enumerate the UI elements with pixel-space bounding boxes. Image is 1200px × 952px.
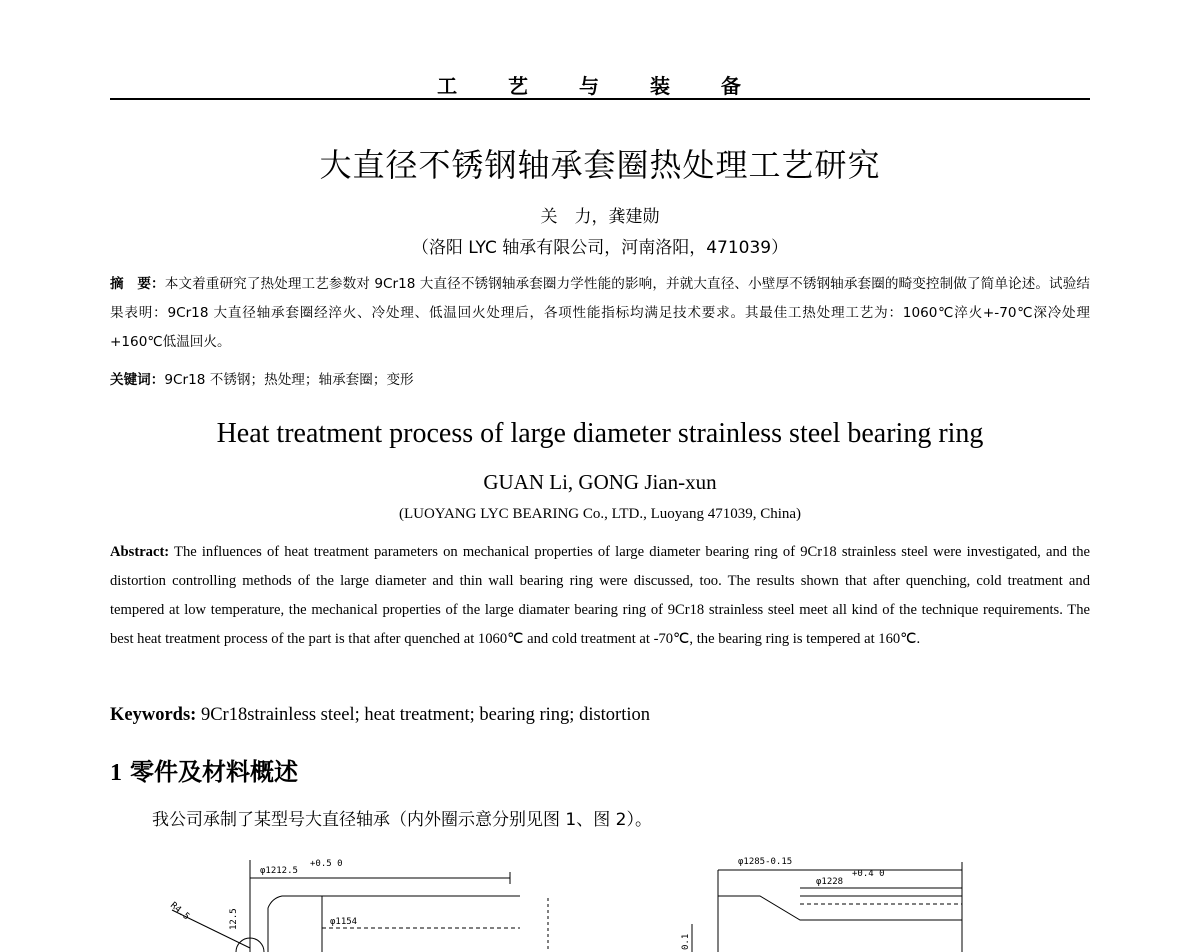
- header-rule: [110, 98, 1090, 100]
- chinese-keywords-label: 关键词：: [110, 372, 165, 388]
- english-keywords: [110, 705, 1090, 726]
- english-abstract-text: The influences of heat treatment parameters on mechanical properties of large diameter bearing ring of 9Cr18 strainless steel were investigated, and the distortion controlling methods of the large diameter and thin wall bearing ring were discussed, too. The results shown that after quenching, cold treatment and tempered at low temperature, the mechanical properties of the large diamater bearing ring of 9Cr18 strainless steel meet all kind of the technique requirements. The best heat treatment process of the part is that after quenched at 1060℃ and cold treatment at -70℃, the bearing ring is tempered at 160℃.: [110, 544, 1090, 647]
- chinese-abstract-label: 摘 要：: [110, 276, 165, 292]
- figures-area: [100, 840, 1100, 952]
- english-abstract-label: Abstract:: [110, 544, 170, 560]
- fig1-dim-diag: R4.5: [168, 900, 192, 923]
- running-header: 工 艺 与 装 备: [437, 74, 763, 98]
- fig2-dim-side: 0.1: [681, 933, 691, 950]
- chinese-title: 大直径不锈钢轴承套圈热处理工艺研究: [319, 146, 881, 184]
- figure-2-outer-ring: [692, 862, 962, 952]
- english-keywords-label: Keywords:: [110, 705, 197, 725]
- english-abstract: [110, 538, 1090, 654]
- fig1-dim-side: 12.5: [229, 908, 239, 930]
- section-title: 零件及材料概述: [130, 758, 298, 786]
- section-number: 1: [110, 760, 122, 786]
- section-paragraph: 我公司承制了某型号大直径轴承（内外圈示意分别见图 1、图 2）。: [152, 810, 652, 830]
- figure-1-inner-ring: [172, 860, 548, 952]
- chinese-authors: 关 力，龚建勋: [540, 207, 660, 227]
- english-affiliation: (LUOYANG LYC BEARING Co., LTD., Luoyang 471039, China): [398, 506, 802, 522]
- english-authors: GUAN Li, GONG Jian-xun: [483, 470, 717, 494]
- english-keywords-text: 9Cr18strainless steel; heat treatment; bearing ring; distortion: [196, 705, 650, 725]
- fig1-ring-outline: [268, 896, 520, 952]
- fig1-dim-inner: φ1154: [330, 917, 358, 927]
- fig1-dim-top: φ1212.5: [260, 866, 298, 876]
- section-heading: [110, 752, 1090, 787]
- fig2-dim-mid: φ1228: [816, 877, 844, 887]
- chinese-affiliation: （洛阳 LYC 轴承有限公司，河南洛阳，471039）: [411, 238, 789, 258]
- english-title: Heat treatment process of large diameter strainless steel bearing ring: [216, 418, 984, 449]
- chinese-abstract: [110, 270, 1090, 357]
- chinese-keywords: [110, 368, 1090, 388]
- ring-drawings: [100, 840, 1100, 952]
- fig2-dim-mid-tol: +0.4 0: [852, 869, 885, 879]
- fig1-dim-top-tol: +0.5 0: [310, 859, 343, 869]
- chinese-abstract-text: 本文着重研究了热处理工艺参数对 9Cr18 大直径不锈钢轴承套圈力学性能的影响，并就大直径、小壁厚不锈钢轴承套圈的畸变控制做了简单论述。试验结果表明：9Cr18 大直径轴承套圈经淬火、冷处理、低温回火处理后，各项性能指标均满足技术要求。其最佳工热处理工艺为：1060℃淬火+-70℃深冷处理+160℃低温回火。: [110, 276, 1091, 350]
- chinese-keywords-text: 9Cr18 不锈钢；热处理；轴承套圈；变形: [164, 372, 414, 388]
- fig2-dim-top: φ1285-0.15: [738, 857, 793, 867]
- fig2-ring-outline: [718, 896, 962, 952]
